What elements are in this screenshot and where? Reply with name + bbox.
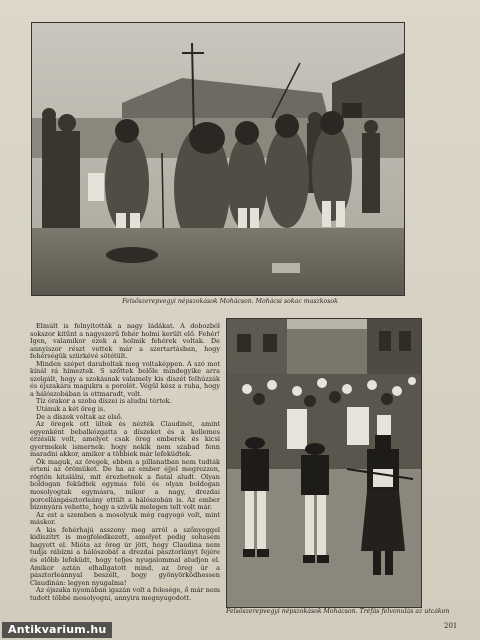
watermark-logo: Antikvarium.hu (2, 622, 112, 638)
photo-top-illustration (32, 23, 404, 295)
article-paragraph: A kis fehérhajú asszony meg arról a szőnyeggel kidíszítrt is megfeledkezett, amelyet pedig sohasem hagyott el. Mióta az öreg úr jött, hogy Claudina nem tudja rábízni a hálószobát a drezdai pásztorlányt fejére és előbb lefeküdt, hogy teljes nyugalommal aludjon el. Amikor aztán elhallgatott mind, az öreg úr a pásztorleánnyal beszélt, hogy gyönyörködhessen Claudinán: legyen nyugalma! (30, 525, 220, 587)
article-paragraph: Tíz órakor a szoba díszei is aludni tértek. (36, 397, 172, 406)
article-paragraph: De a díszek voltak az első. (36, 412, 123, 421)
photo-top-caption: Felsőszerepvegyi népszokások Mohácson. Mohácsi sokac maszkosok (122, 298, 338, 305)
article-paragraph: Az öregek ott ültek és nézték Claudinét, amint egyenként bebalkózgatta a díszeket és a kellemes érzésük volt, amelyet csak öreg emberek és kicsi gyermekek ismernek: hogy nekik nem szabad fenn maradni akkor, amikor a többiek már lefeküdtek. (30, 420, 220, 459)
article-paragraph: Az éjszaka nyomában igazán volt a felesége, ő már nem tudott többé mosolyogni, annyira megnyugodott. (30, 586, 220, 602)
article-paragraph: Minden szépet daraboltak meg voltaképpen. A szó mot kínál rá hímeztek. S szőttek belőle mindegyike arra szolgált, hogy a szokásnak valamely kis díszét felhúzzák és éjszakára magukra a porolót. Végül kész a ruha, hogy a hálószobában is ottmaradt, volt. (30, 359, 220, 398)
photo-street-parade (226, 318, 422, 608)
article-paragraph: Az est a szemben a mosolyuk még ragyogó volt, mint máskor. (30, 510, 220, 527)
photo-bottom-caption: Felsőszerepvegyi népszokások Mohácson. Tréfás felvonulás az utcákon (226, 608, 450, 615)
page-number: 201 (444, 622, 458, 630)
article-paragraph: Ők maguk, az öregek, ebben a pillanatban nem tudták érteni az örömüket. De ha az ember éjjel megrezzen, rögtön kitalálni, mit érezhetnek a fiatal aludt. Olyan boldogan feküdtek egymás felé és olyan boldogan mosolyogtak egymásra, mikor a nagy, drezdai porcellánpásztorleány ottült a hálószobán is. Az ember bizonyára vehette, hogy a szívük melegen telt volt már. (30, 457, 220, 512)
photo-bottom-illustration (227, 319, 421, 607)
article-paragraph: Elmúlt is felnyitották a nagy ládákat. A dobozból sokszor kitűnt a nagyszerű fehér holmi került elő. Fehér! Igen, valamikor ezek a holmik fehérek voltak. De annyiszor részt vettek már a szertartásban, hogy fehérségük szürkévé sötétült. (30, 322, 220, 361)
article-body (30, 323, 220, 615)
photo-folk-masked-procession (31, 22, 405, 296)
article-paragraph: Utánuk a két öreg is. (36, 405, 106, 414)
